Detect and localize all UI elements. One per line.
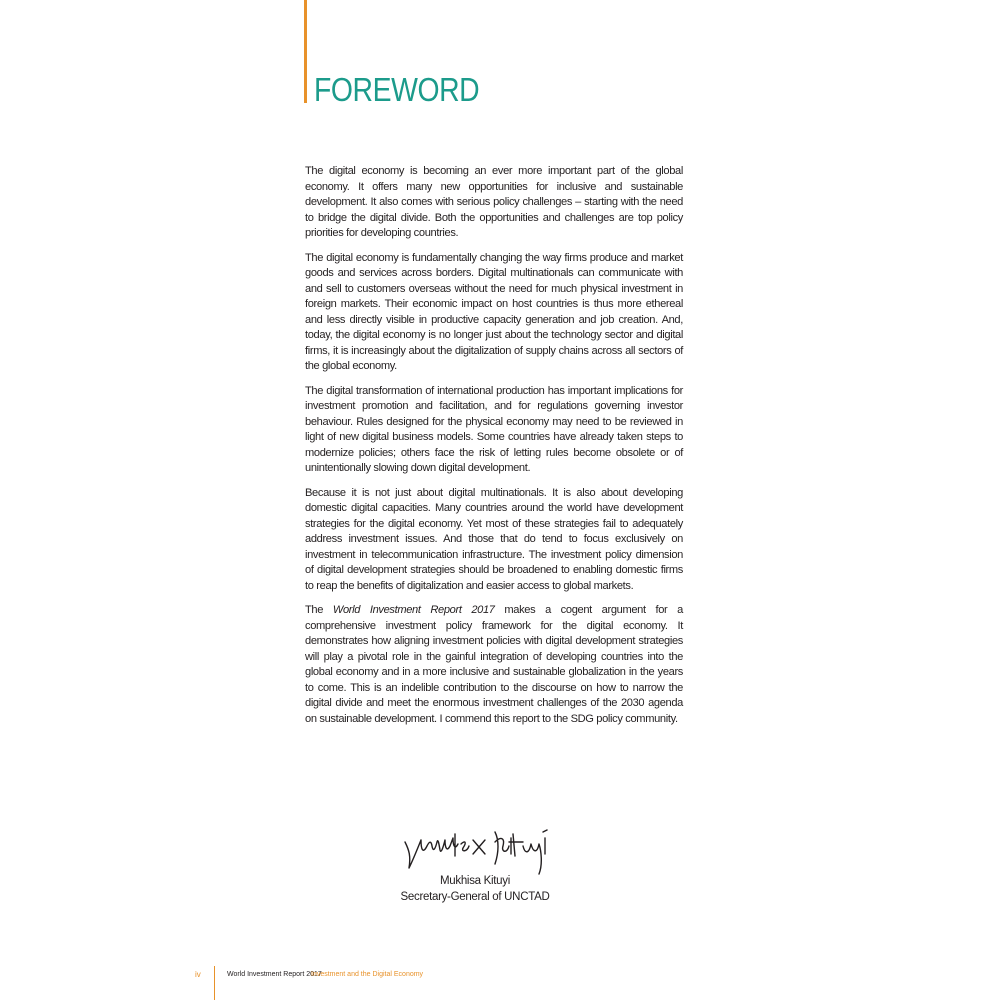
page-number: iv — [195, 970, 201, 979]
footer-divider — [214, 966, 215, 1000]
top-accent-rule — [304, 0, 307, 103]
paragraph-4: Because it is not just about digital multinationals. It is also about developing domestic digital capacities. Many countries around the world have development strategies for the digital economy. Yet most of these strategies fail to adequately address investment issues. And those that do tend to focus exclusively on investment in telecommunication infrastructure. The investment policy dimension of digital development strategies should be broadened to enabling domestic firms to reap the benefits of digitalization and easier access to global markets. — [305, 486, 683, 592]
paragraph-2: The digital economy is fundamentally changing the way firms produce and market goods and services across borders. Digital multinationals can communicate with and sell to customers overseas without the need for much physical investment in foreign markets. Their economic impact on host countries is thus more ethereal and less directly visible in productive capacity generation and job creation. And, today, the digital economy is no longer just about the technology sector and digital firms, it is increasingly about the digitalization of supply chains across all sectors of the global economy. — [305, 251, 683, 372]
paragraph-5-intro: The — [305, 604, 333, 616]
signatory-name: Mukhisa Kituyi — [440, 875, 510, 887]
report-title-italic: World Investment Report 2017 — [332, 604, 495, 616]
paragraph-5 — [305, 603, 683, 727]
foreword-body — [305, 164, 683, 736]
handwritten-signature — [395, 820, 595, 880]
page-title: FOREWORD — [314, 71, 480, 108]
footer-report-title: World Investment Report 2017 — [227, 971, 322, 978]
paragraph-3: The digital transformation of international production has important implications for investment promotion and facilitation, and for regulations governing investor behaviour. Rules designed for the physical economy may need to be reviewed in light of new digital business models. Some countries have already taken steps to modernize policies; others face the risk of letting rules become obsolete or of unintentionally slowing down digital development. — [305, 384, 683, 474]
paragraph-5-body: makes a cogent argument for a comprehensive investment policy framework for the digital economy. It demonstrates how aligning investment policies with digital development strategies will play a pivotal role in the gainful integration of developing countries into the global economy and in a more inclusive and sustainable globalization in the years to come. This is an indelible contribution to the discourse on how to narrow the digital divide and meet the enormous investment challenges of the 2030 agenda on sustainable development. I commend this report to the SDG policy community. — [305, 604, 683, 725]
signatory-role: Secretary-General of UNCTAD — [400, 891, 550, 903]
page-footer — [195, 966, 595, 1000]
footer-report-subtitle: Investment and the Digital Economy — [311, 971, 424, 978]
paragraph-1: The digital economy is becoming an ever more important part of the global economy. It offers many new opportunities for inclusive and sustainable development. It also comes with serious policy challenges – starting with the need to bridge the digital divide. Both the opportunities and challenges are top policy priorities for developing countries. — [305, 165, 683, 239]
signatory-block — [400, 873, 550, 905]
